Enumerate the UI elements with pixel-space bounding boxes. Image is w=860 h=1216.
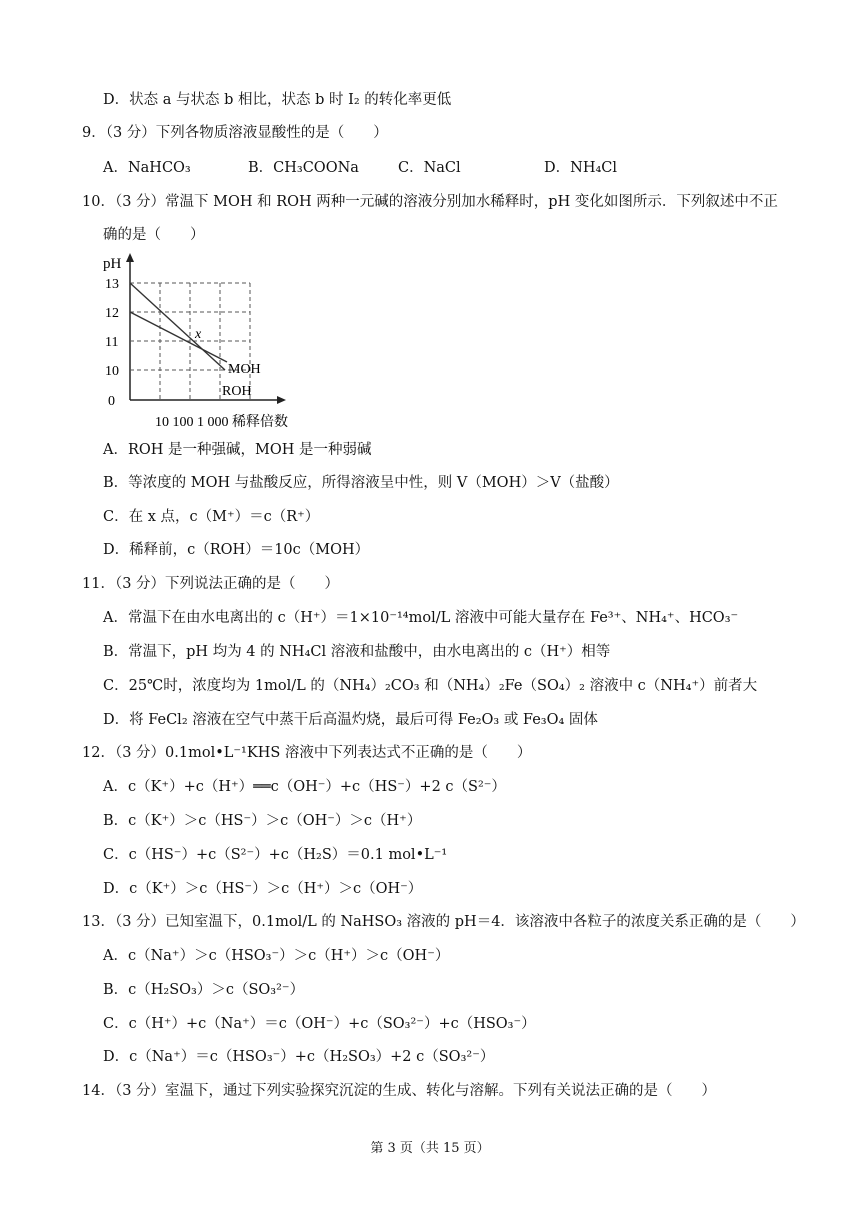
point-x-label: x — [195, 327, 202, 342]
q9-option-c: C．NaCl — [398, 160, 461, 176]
q14-stem: 14．（3 分）室温下，通过下列实验探究沉淀的生成、转化与溶解。下列有关说法正确的是（ ） — [82, 1083, 717, 1099]
q9-option-d: D．NH₄Cl — [544, 160, 618, 176]
q12-option-d: D．c（K⁺）＞c（HS⁻）＞c（H⁺）＞c（OH⁻） — [103, 881, 423, 897]
x-axis-text: 10 100 1 000 稀释倍数 — [155, 415, 288, 430]
q13-stem: 13．（3 分）已知室温下，0.1mol/L 的 NaHSO₃ 溶液的 pH＝4．该溶液中各粒子的浓度关系正确的是（ ） — [82, 914, 805, 930]
series-label-moh: MOH — [228, 362, 261, 377]
q8-option-d: D．状态 a 与状态 b 相比，状态 b 时 I₂ 的转化率更低 — [103, 92, 452, 108]
q12-option-b: B．c（K⁺）＞c（HS⁻）＞c（OH⁻）＞c（H⁺） — [103, 813, 422, 829]
q13-option-d: D．c（Na⁺）＝c（HSO₃⁻）+c（H₂SO₃）+2 c（SO₃²⁻） — [103, 1049, 495, 1065]
q9-option-a: A．NaHCO₃ — [103, 160, 191, 176]
q11-option-c: C．25℃时，浓度均为 1mol/L 的（NH₄）₂CO₃ 和（NH₄）₂Fe（SO₄）₂ 溶液中 c（NH₄⁺）前者大 — [103, 678, 758, 694]
y-tick-13: 13 — [105, 277, 119, 292]
q10-option-a: A．ROH 是一种强碱，MOH 是一种弱碱 — [103, 442, 372, 458]
q10-stem-1: 10．（3 分）常温下 MOH 和 ROH 两种一元碱的溶液分别加水稀释时，pH 变化如图所示．下列叙述中不正 — [82, 194, 778, 210]
roh-line — [130, 283, 225, 370]
q10-option-d: D．稀释前，c（ROH）＝10c（MOH） — [103, 542, 370, 558]
q13-option-b: B．c（H₂SO₃）＞c（SO₃²⁻） — [103, 982, 305, 998]
q9-stem: 9．（3 分）下列各物质溶液显酸性的是（ ） — [82, 125, 388, 141]
q9-option-b: B．CH₃COONa — [248, 160, 359, 176]
q10-stem-2: 确的是（ ） — [103, 227, 205, 243]
q13-option-a: A．c（Na⁺）＞c（HSO₃⁻）＞c（H⁺）＞c（OH⁻） — [103, 948, 450, 964]
q11-option-b: B．常温下，pH 均为 4 的 NH₄Cl 溶液和盐酸中，由水电离出的 c（H⁺）相等 — [103, 644, 611, 660]
y-tick-10: 10 — [105, 364, 119, 379]
q10-option-b: B．等浓度的 MOH 与盐酸反应，所得溶液呈中性，则 V（MOH）＞V（盐酸） — [103, 475, 619, 491]
ph-dilution-graph — [95, 250, 325, 435]
y-tick-0: 0 — [108, 394, 115, 409]
q11-stem: 11．（3 分）下列说法正确的是（ ） — [82, 576, 340, 592]
q10-option-c: C．在 x 点，c（M⁺）＝c（R⁺） — [103, 509, 320, 525]
q12-option-c: C．c（HS⁻）+c（S²⁻）+c（H₂S）＝0.1 mol•L⁻¹ — [103, 847, 448, 863]
q11-option-a: A．常温下在由水电离出的 c（H⁺）＝1×10⁻¹⁴mol/L 溶液中可能大量存在 Fe³⁺、NH₄⁺、HCO₃⁻ — [103, 610, 739, 626]
q12-option-a: A．c（K⁺）+c（H⁺）══c（OH⁻）+c（HS⁻）+2 c（S²⁻） — [103, 779, 506, 795]
moh-line — [130, 312, 227, 362]
series-label-roh: ROH — [222, 384, 252, 399]
q11-option-d: D．将 FeCl₂ 溶液在空气中蒸干后高温灼烧，最后可得 Fe₂O₃ 或 Fe₃O₄ 固体 — [103, 712, 598, 728]
y-axis-label: pH — [103, 256, 122, 272]
q13-option-c: C．c（H⁺）+c（Na⁺）＝c（OH⁻）+c（SO₃²⁻）+c（HSO₃⁻） — [103, 1016, 536, 1032]
y-tick-11: 11 — [105, 335, 119, 350]
q9-options — [103, 158, 617, 178]
y-tick-12: 12 — [105, 306, 119, 321]
q12-stem: 12．（3 分）0.1mol•L⁻¹KHS 溶液中下列表达式不正确的是（ ） — [82, 745, 532, 761]
page-footer: 第 3 页（共 15 页） — [370, 1141, 490, 1156]
